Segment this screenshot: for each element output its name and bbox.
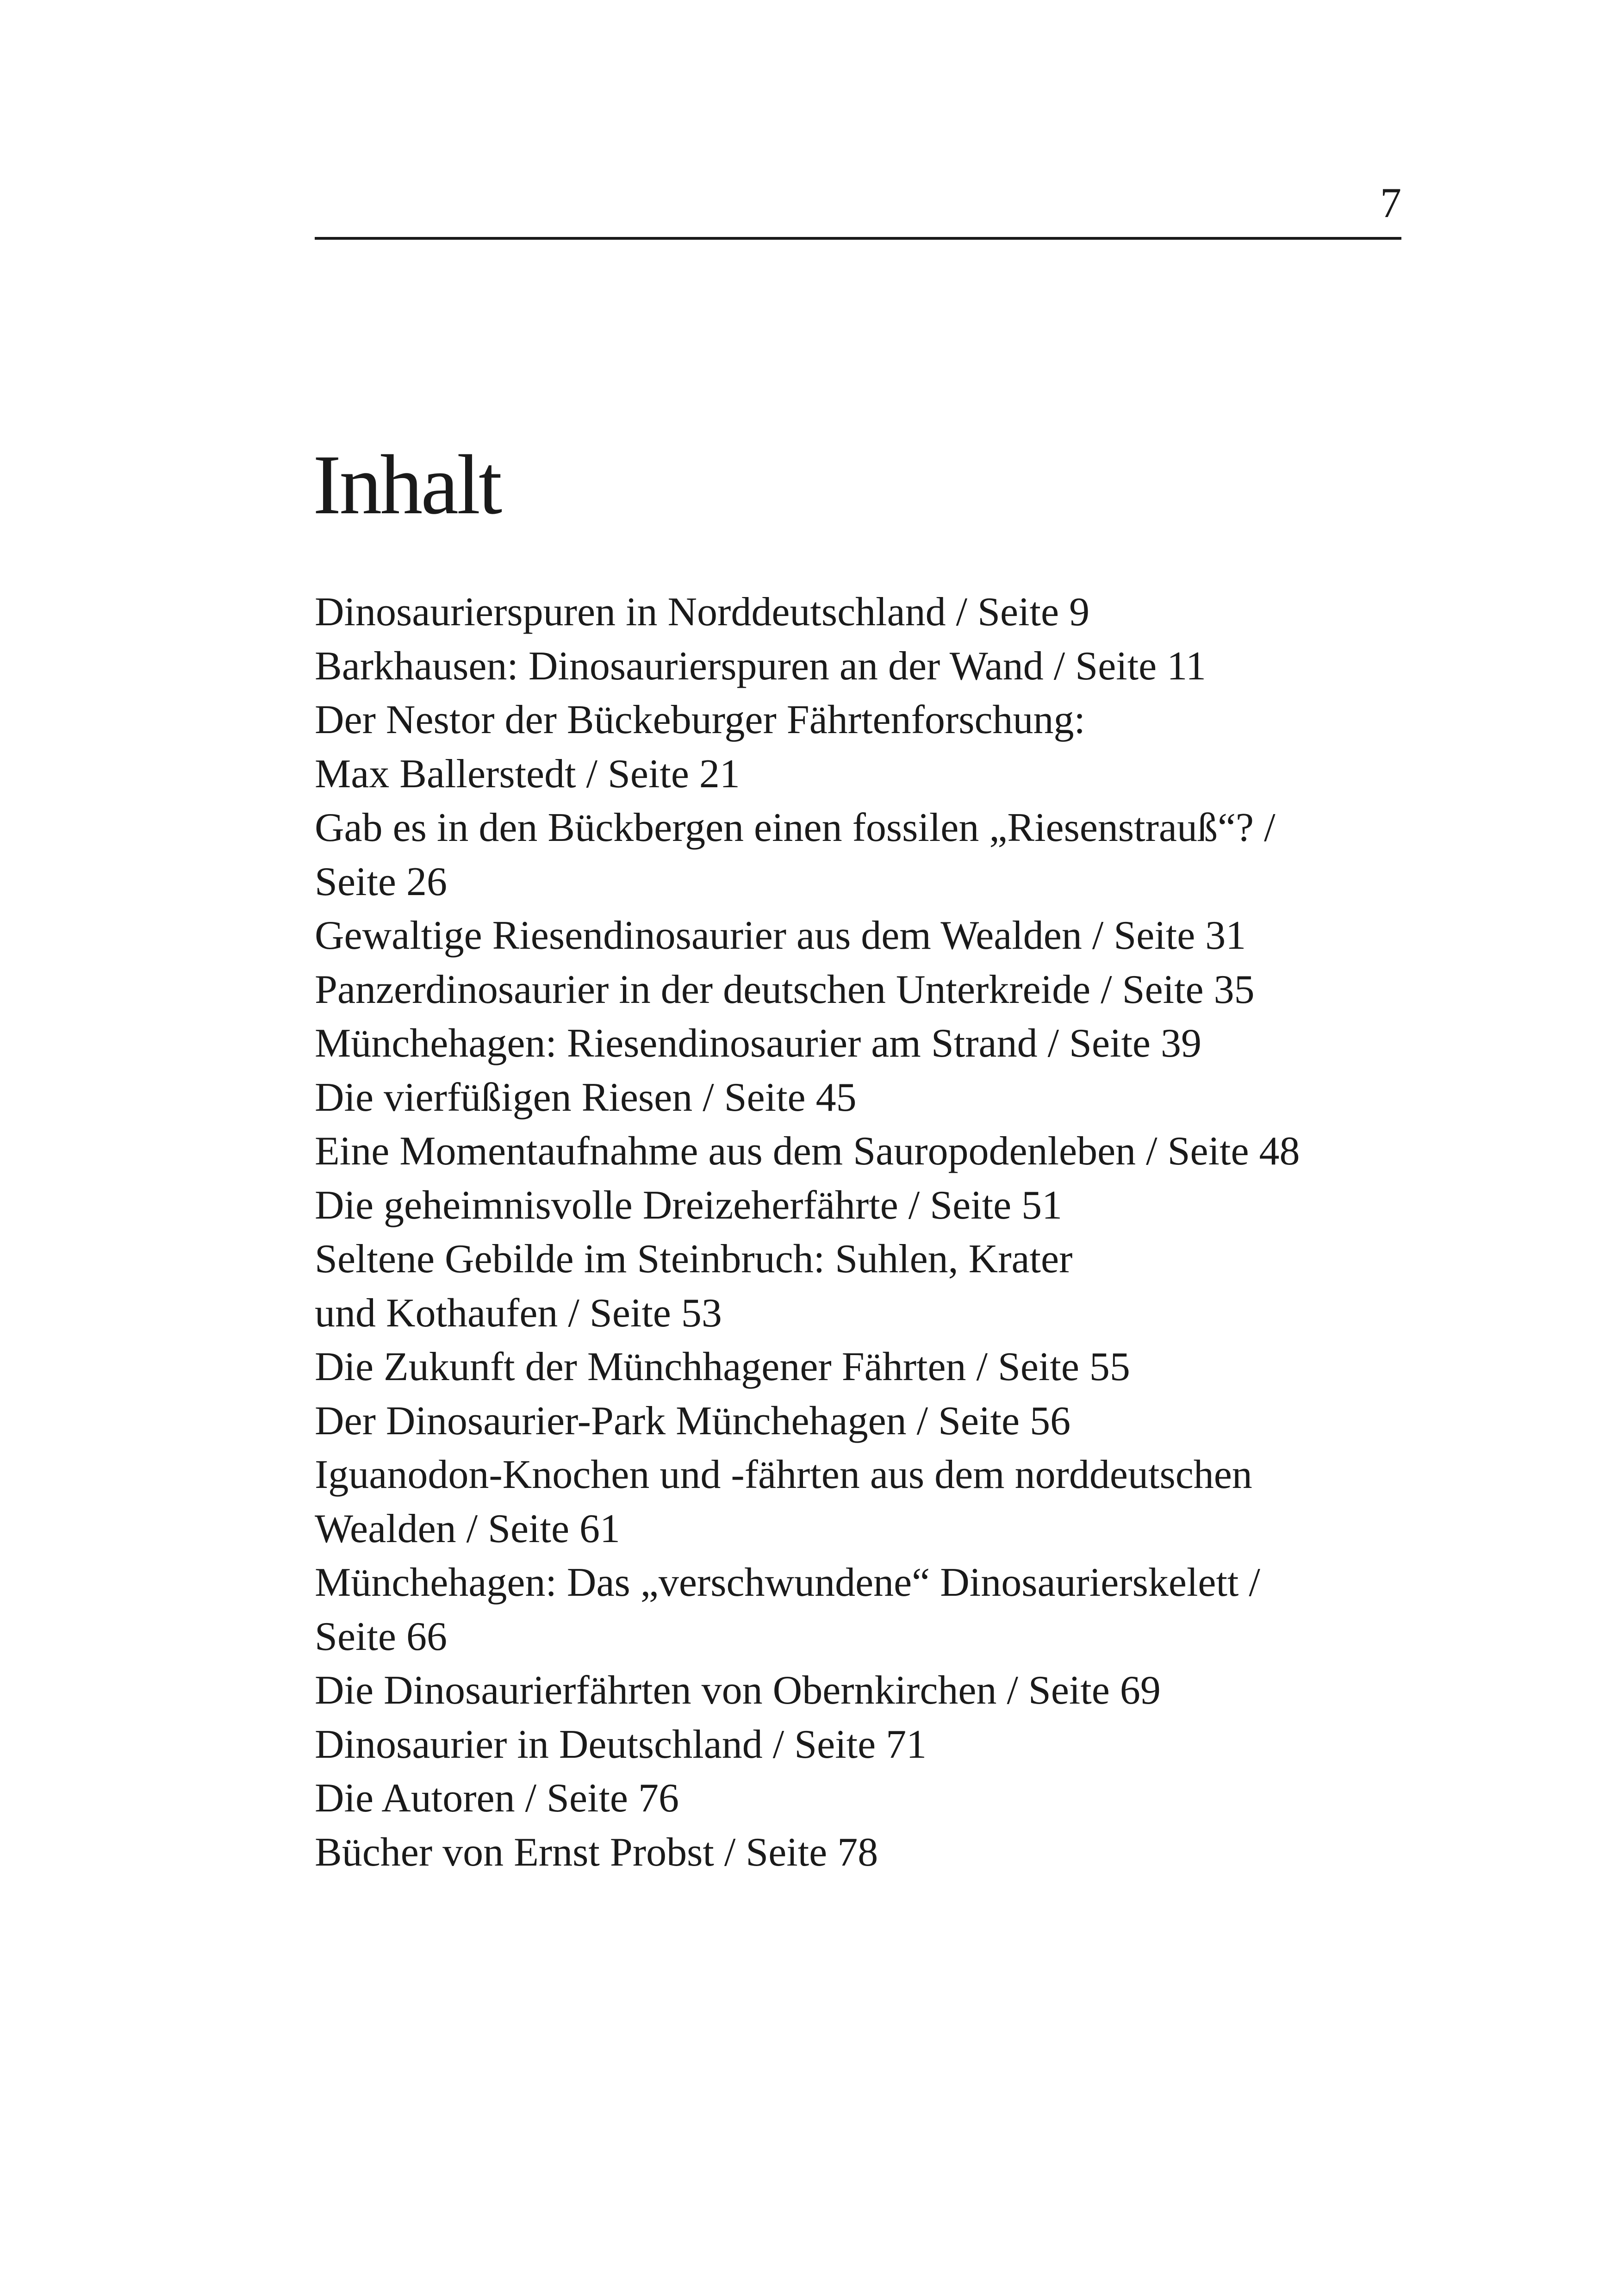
toc-entry: Die vierfüßigen Riesen / Seite 45 xyxy=(315,1075,857,1120)
toc-entry: Seite 66 xyxy=(315,1614,447,1659)
toc-entry: Seite 26 xyxy=(315,859,447,904)
toc-entry: Wealden / Seite 61 xyxy=(315,1506,621,1551)
toc-entry: Gewaltige Riesendinosaurier aus dem Wealden / Seite 31 xyxy=(315,913,1246,958)
toc-entry: und Kothaufen / Seite 53 xyxy=(315,1290,722,1336)
toc-entry: Iguanodon-Knochen und -fährten aus dem norddeutschen xyxy=(315,1452,1252,1497)
toc-entry: Die Zukunft der Münchhagener Fährten / Seite 55 xyxy=(315,1344,1130,1389)
toc-entry: Der Nestor der Bückeburger Fährtenforschung: xyxy=(315,697,1085,742)
toc-entry: Eine Momentaufnahme aus dem Sauropodenleben / Seite 48 xyxy=(315,1129,1300,1174)
toc-entry: Max Ballerstedt / Seite 21 xyxy=(315,751,740,796)
toc-entry: Dinosaurierspuren in Norddeutschland / Seite 9 xyxy=(315,590,1090,635)
header-rule xyxy=(315,237,1401,240)
toc-entry: Bücher von Ernst Probst / Seite 78 xyxy=(315,1829,878,1875)
toc-entry: Panzerdinosaurier in der deutschen Unterkreide / Seite 35 xyxy=(315,967,1255,1012)
toc-entry: Gab es in den Bückbergen einen fossilen „Riesenstrauß“? / xyxy=(315,805,1276,850)
toc-entry: Der Dinosaurier-Park Münchehagen / Seite 56 xyxy=(315,1398,1071,1444)
toc-title: Inhalt xyxy=(313,437,501,532)
toc-entry: Barkhausen: Dinosaurierspuren an der Wand / Seite 11 xyxy=(315,643,1206,689)
toc-entry: Die Autoren / Seite 76 xyxy=(315,1776,679,1821)
toc-entry: Die Dinosaurierfährten von Obernkirchen / Seite 69 xyxy=(315,1668,1161,1713)
toc-entry: Seltene Gebilde im Steinbruch: Suhlen, Krater xyxy=(315,1237,1073,1282)
table-of-contents xyxy=(315,585,1401,1879)
toc-entry: Die geheimnisvolle Dreizeherfährte / Seite 51 xyxy=(315,1182,1063,1228)
page-number: 7 xyxy=(1380,179,1401,226)
toc-entry: Münchehagen: Riesendinosaurier am Strand / Seite 39 xyxy=(315,1021,1201,1066)
toc-entry: Münchehagen: Das „verschwundene“ Dinosaurierskelett / xyxy=(315,1560,1260,1605)
toc-entry: Dinosaurier in Deutschland / Seite 71 xyxy=(315,1722,927,1767)
